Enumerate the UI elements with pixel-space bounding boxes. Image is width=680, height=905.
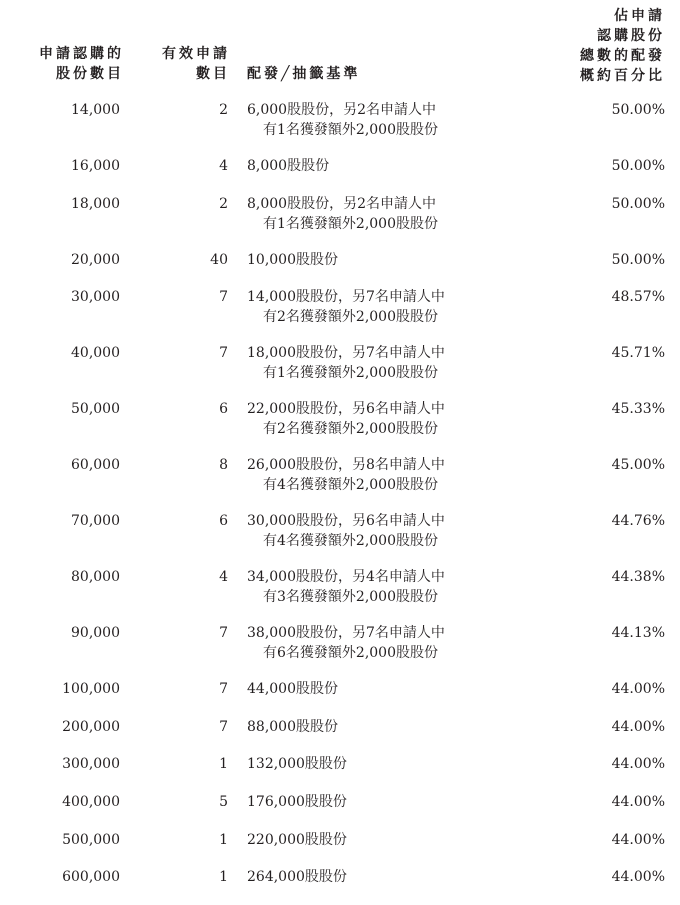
table-row	[0, 287, 680, 343]
valid-applications-cell: 4	[219, 569, 228, 586]
shares-applied-cell: 18,000	[71, 195, 120, 212]
percentage-cell: 44.00%	[611, 756, 665, 773]
valid-applications-cell: 1	[219, 869, 228, 886]
shares-applied-cell: 200,000	[62, 718, 120, 735]
allotment-basis-cell	[247, 717, 338, 737]
valid-applications-cell: 6	[219, 513, 228, 530]
percentage-cell: 44.38%	[611, 569, 665, 586]
valid-applications-cell: 2	[219, 102, 228, 118]
valid-applications-cell: 5	[219, 793, 228, 810]
percentage-cell: 44.76%	[611, 513, 665, 530]
shares-applied-cell: 20,000	[71, 251, 120, 268]
shares-applied-cell: 100,000	[62, 681, 120, 698]
table-row	[0, 792, 680, 830]
table-row	[0, 343, 680, 399]
allotment-basis-line: 有1名獲發額外2,000股股份	[263, 122, 438, 138]
percentage-cell: 50.00%	[611, 251, 665, 268]
allotment-basis-line: 有2名獲發額外2,000股股份	[263, 421, 438, 438]
allotment-basis-cell	[247, 399, 445, 439]
header-line: 佔申請	[614, 8, 665, 24]
header-line: 申請認購的	[39, 46, 124, 62]
allotment-basis-line: 220,000股股份	[247, 831, 347, 848]
valid-applications-cell: 8	[219, 457, 228, 474]
table-row	[0, 679, 680, 717]
table-row	[0, 100, 680, 156]
percentage-cell: 44.00%	[611, 793, 665, 810]
allotment-basis-line: 14,000股股份，另7名申請人中	[247, 289, 445, 306]
allotment-basis-cell	[247, 156, 329, 176]
percentage-cell: 44.00%	[611, 681, 665, 698]
allotment-basis-line: 34,000股股份，另4名申請人中	[247, 569, 445, 586]
allotment-basis-line: 18,000股股份，另7名申請人中	[247, 345, 445, 362]
allotment-basis-line: 10,000股股份	[247, 251, 338, 268]
allotment-basis-line: 132,000股股份	[247, 756, 347, 773]
percentage-cell: 50.00%	[611, 195, 665, 212]
shares-applied-cell: 500,000	[62, 831, 120, 848]
allotment-table	[0, 100, 680, 905]
allotment-basis-line: 8,000股股份，另2名申請人中	[247, 195, 436, 212]
allotment-basis-cell	[247, 100, 438, 140]
header-line: 有效申請	[162, 46, 230, 62]
shares-applied-cell: 16,000	[71, 158, 120, 174]
table-row	[0, 156, 680, 194]
allotment-basis-line: 有1名獲發額外2,000股股份	[263, 215, 438, 232]
allotment-basis-line: 264,000股股份	[247, 869, 347, 886]
allotment-basis-cell	[247, 567, 445, 607]
allotment-basis-cell	[247, 792, 347, 812]
allotment-basis-line: 有3名獲發額外2,000股股份	[263, 589, 438, 606]
shares-applied-cell: 30,000	[71, 289, 120, 306]
allotment-basis-cell	[247, 250, 338, 270]
shares-applied-cell: 600,000	[62, 869, 120, 886]
header-line: 概約百分比	[580, 68, 665, 84]
valid-applications-cell: 7	[219, 681, 228, 698]
percentage-cell: 44.00%	[611, 869, 665, 886]
allotment-basis-cell	[247, 343, 445, 383]
valid-applications-cell: 1	[219, 756, 228, 773]
allotment-basis-cell	[247, 830, 347, 850]
allotment-basis-line: 88,000股股份	[247, 718, 338, 735]
valid-applications-cell: 7	[219, 345, 228, 362]
percentage-cell: 45.71%	[611, 345, 665, 362]
valid-applications-cell: 7	[219, 289, 228, 306]
percentage-cell: 44.00%	[611, 718, 665, 735]
shares-applied-cell: 50,000	[71, 401, 120, 418]
percentage-cell: 50.00%	[611, 158, 665, 174]
table-row	[0, 511, 680, 567]
allotment-basis-cell	[247, 194, 438, 234]
allotment-basis-line: 有2名獲發額外2,000股股份	[263, 309, 438, 326]
percentage-cell: 50.00%	[611, 102, 665, 118]
percentage-cell: 44.00%	[611, 831, 665, 848]
shares-applied-cell: 14,000	[71, 102, 120, 118]
shares-applied-cell: 300,000	[62, 756, 120, 773]
allotment-basis-line: 38,000股股份，另7名申請人中	[247, 625, 445, 642]
allotment-basis-line: 176,000股股份	[247, 793, 347, 810]
allotment-basis-line: 8,000股股份	[247, 158, 330, 174]
table-row	[0, 867, 680, 905]
table-row	[0, 717, 680, 755]
allotment-basis-cell	[247, 867, 347, 887]
allotment-basis-line: 26,000股股份，另8名申請人中	[247, 457, 445, 474]
table-row	[0, 194, 680, 250]
allotment-basis-cell	[247, 623, 445, 663]
valid-applications-cell: 40	[210, 251, 228, 268]
table-row	[0, 399, 680, 455]
allotment-basis-line: 44,000股股份	[247, 681, 338, 698]
shares-applied-cell: 400,000	[62, 793, 120, 810]
table-row	[0, 830, 680, 868]
table-row	[0, 250, 680, 288]
allotment-basis-cell	[247, 679, 338, 699]
allotment-basis-line: 有4名獲發額外2,000股股份	[263, 533, 438, 550]
shares-applied-cell: 40,000	[71, 345, 120, 362]
table-row	[0, 754, 680, 792]
percentage-cell: 45.33%	[611, 401, 665, 418]
header-line: 股份數目	[56, 66, 124, 82]
header-line: 配發╱抽籤基準	[247, 66, 361, 82]
allotment-basis-line: 6,000股股份，另2名申請人中	[247, 102, 436, 118]
allotment-basis-cell	[247, 455, 445, 495]
header-valid-applications	[140, 44, 230, 84]
allotment-basis-line: 有4名獲發額外2,000股股份	[263, 477, 438, 494]
header-line: 總數的配發	[580, 48, 665, 64]
table-row	[0, 623, 680, 679]
percentage-cell: 44.13%	[611, 625, 665, 642]
valid-applications-cell: 2	[219, 195, 228, 212]
header-line: 認購股份	[597, 28, 665, 44]
valid-applications-cell: 7	[219, 718, 228, 735]
allotment-basis-cell	[247, 754, 347, 774]
header-line: 數目	[196, 66, 230, 82]
valid-applications-cell: 1	[219, 831, 228, 848]
allotment-basis-cell	[247, 511, 445, 551]
header-percentage	[520, 6, 665, 86]
valid-applications-cell: 4	[219, 158, 228, 174]
shares-applied-cell: 60,000	[71, 457, 120, 474]
percentage-cell: 48.57%	[611, 289, 665, 306]
shares-applied-cell: 90,000	[71, 625, 120, 642]
header-shares-applied	[16, 44, 124, 84]
allotment-basis-line: 有6名獲發額外2,000股股份	[263, 645, 438, 662]
table-row	[0, 567, 680, 623]
valid-applications-cell: 6	[219, 401, 228, 418]
allotment-basis-cell	[247, 287, 445, 327]
shares-applied-cell: 70,000	[71, 513, 120, 530]
valid-applications-cell: 7	[219, 625, 228, 642]
table-row	[0, 455, 680, 511]
shares-applied-cell: 80,000	[71, 569, 120, 586]
allotment-basis-line: 30,000股股份，另6名申請人中	[247, 513, 445, 530]
header-basis	[247, 64, 360, 84]
allotment-basis-line: 22,000股股份，另6名申請人中	[247, 401, 445, 418]
percentage-cell: 45.00%	[611, 457, 665, 474]
allotment-basis-line: 有1名獲發額外2,000股股份	[263, 365, 438, 382]
